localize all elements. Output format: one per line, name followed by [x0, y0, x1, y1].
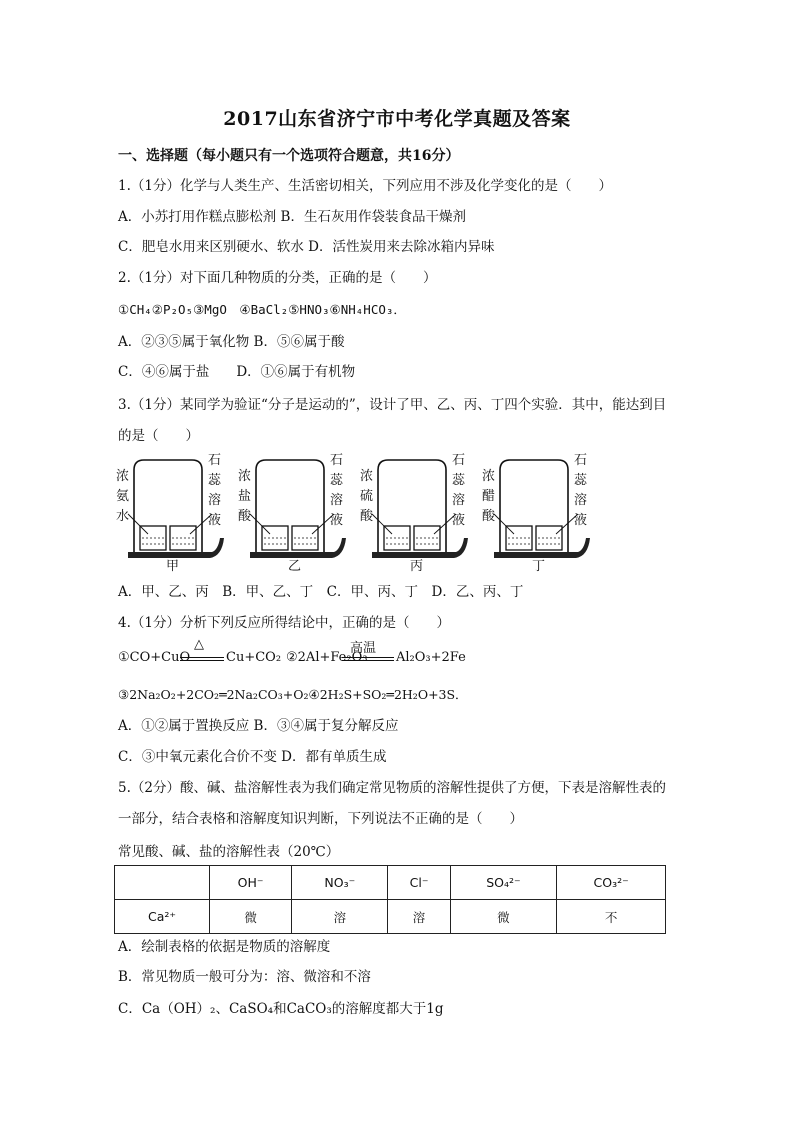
pointer-line — [250, 514, 270, 534]
equation-2-arrow — [342, 657, 394, 661]
question-5-stem: 5.（2分）酸、碱、盐溶解性表为我们确定常见物质的溶解性提供了方便，下表是溶解性表的一部分，结合表格和溶解度知识判断，下列说法不正确的是（ ） — [118, 780, 666, 827]
indicator-label-char: 蕊 — [208, 473, 222, 488]
table-header-cell: OH⁻ — [210, 866, 292, 900]
reagent-label-char: 酸 — [360, 509, 374, 524]
question-2-options-ab: A．②③⑤属于氧化物 B．⑤⑥属于酸 — [118, 334, 345, 350]
reagent-label-char: 硫 — [360, 489, 374, 504]
setup-label: 丙 — [410, 559, 424, 574]
table-header-cell — [115, 866, 210, 900]
indicator-label-char: 石 — [330, 453, 344, 468]
equation-2-reactants: ②2Al+Fe₂O₃ — [286, 650, 368, 665]
pointer-line — [372, 514, 392, 534]
equation-1-condition: △ — [194, 637, 204, 652]
table-header-cell: Cl⁻ — [388, 866, 450, 900]
indicator-label-char: 液 — [330, 513, 344, 528]
experiment-setup — [238, 453, 346, 574]
equation-2-products: Al₂O₃+2Fe — [396, 650, 466, 665]
reaction-equations-3-4: ③2Na₂O₂+2CO₂═2Na₂CO₃+O₂④2H₂S+SO₂═2H₂O+3S． — [118, 687, 468, 702]
reagent-label-char: 酸 — [238, 509, 252, 524]
indicator-label-char: 石 — [208, 453, 222, 468]
reagent-label-char: 浓 — [360, 469, 374, 484]
reaction-equations-1-2 — [118, 637, 678, 680]
question-4-options-cd: C．③中氧元素化合价不变 D．都有单质生成 — [118, 749, 387, 765]
setup-label: 丁 — [532, 559, 546, 574]
reagent-label-char: 氨 — [116, 489, 130, 504]
question-3-stem: 3.（1分）某同学为验证“分子是运动的”，设计了甲、乙、丙、丁四个实验．其中，能达到目的是（ ） — [118, 397, 667, 444]
indicator-label-char: 蕊 — [330, 473, 344, 488]
question-5-option-a: A．绘制表格的依据是物质的溶解度 — [118, 939, 331, 955]
reagent-label-char: 盐 — [238, 489, 252, 504]
experiment-setup — [360, 453, 468, 574]
question-2-items: ①CH₄②P₂O₅③MgO ④BaCl₂⑤HNO₃⑥NH₄HCO₃． — [118, 302, 406, 317]
pointer-line — [494, 514, 514, 534]
indicator-label-char: 溶 — [452, 493, 466, 508]
reagent-label-char: 酸 — [482, 509, 496, 524]
setup-label: 乙 — [288, 559, 302, 574]
table-header-cell: CO₃²⁻ — [557, 866, 666, 900]
reagent-label-char: 浓 — [238, 469, 252, 484]
indicator-label-char: 石 — [574, 453, 588, 468]
indicator-label-char: 液 — [208, 513, 222, 528]
table-cell: 微 — [210, 900, 292, 934]
reagent-label-char: 醋 — [482, 489, 496, 504]
table-row — [115, 900, 666, 934]
page-title: 2017山东省济宁市中考化学真题及答案 — [223, 108, 571, 130]
experiment-setup — [482, 453, 590, 574]
table-header-row — [115, 866, 666, 900]
indicator-label-char: 蕊 — [574, 473, 588, 488]
setup-label: 甲 — [166, 559, 180, 574]
solubility-table-caption: 常见酸、碱、盐的溶解性表（20℃） — [118, 844, 340, 860]
indicator-label-char: 溶 — [330, 493, 344, 508]
indicator-label-char: 液 — [574, 513, 588, 528]
table-header-cell: NO₃⁻ — [292, 866, 388, 900]
table-cell: 微 — [450, 900, 557, 934]
reagent-label-char: 浓 — [482, 469, 496, 484]
question-1-options-ab: A．小苏打用作糕点膨松剂 B．生石灰用作袋装食品干燥剂 — [118, 209, 466, 225]
table-cell: Ca²⁺ — [115, 900, 210, 934]
pointer-line — [128, 514, 148, 534]
question-3-options: A．甲、乙、丙 B．甲、乙、丁 C．甲、丙、丁 D．乙、丙、丁 — [118, 584, 524, 600]
equation-1-products: Cu+CO₂ — [226, 650, 282, 665]
reagent-label-char: 水 — [116, 509, 130, 524]
question-5-option-c: C．Ca（OH）₂、CaSO₄和CaCO₃的溶解度都大于1g — [118, 1001, 444, 1017]
question-2-stem: 2.（1分）对下面几种物质的分类，正确的是（ ） — [118, 270, 437, 286]
question-4-stem: 4.（1分）分析下列反应所得结论中，正确的是（ ） — [118, 615, 450, 631]
question-5-option-b: B．常见物质一般可分为：溶、微溶和不溶 — [118, 969, 371, 985]
question-4-options-ab: A．①②属于置换反应 B．③④属于复分解反应 — [118, 718, 399, 734]
reagent-label-char: 浓 — [116, 469, 130, 484]
table-cell: 溶 — [292, 900, 388, 934]
equation-2-condition: 高温 — [350, 641, 377, 656]
indicator-label-char: 溶 — [574, 493, 588, 508]
section-heading: 一、选择题（每小题只有一个选项符合题意，共16分） — [118, 148, 460, 164]
indicator-label-char: 石 — [452, 453, 466, 468]
equation-1-arrow — [180, 657, 224, 661]
indicator-label-char: 液 — [452, 513, 466, 528]
question-1-stem: 1.（1分）化学与人类生产、生活密切相关，下列应用不涉及化学变化的是（ ） — [118, 178, 612, 194]
experiment-figure — [112, 452, 592, 574]
question-2-options-cd: C．④⑥属于盐 D．①⑥属于有机物 — [118, 364, 356, 380]
indicator-label-char: 蕊 — [452, 473, 466, 488]
table-header-cell: SO₄²⁻ — [450, 866, 557, 900]
table-cell: 不 — [557, 900, 666, 934]
indicator-label-char: 溶 — [208, 493, 222, 508]
question-1-options-cd: C．肥皂水用来区别硬水、软水 D．活性炭用来去除冰箱内异味 — [118, 239, 495, 255]
table-cell: 溶 — [388, 900, 450, 934]
experiment-setup — [116, 453, 224, 574]
solubility-table — [114, 865, 666, 934]
equation-1-reactants: ①CO+CuO — [118, 650, 191, 665]
